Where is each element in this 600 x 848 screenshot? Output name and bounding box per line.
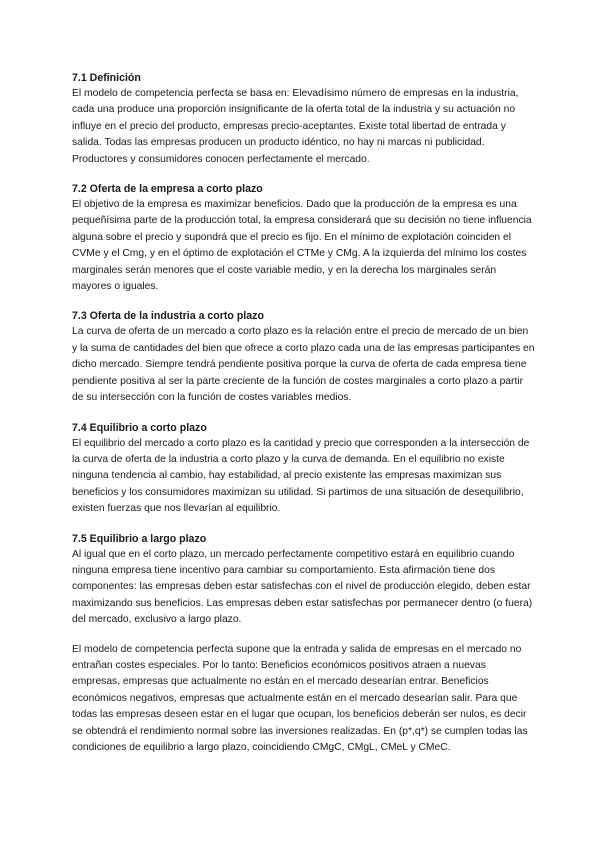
section-7-1 xyxy=(72,70,536,168)
section-7-3 xyxy=(72,308,536,406)
section-heading: 7.1 Definición xyxy=(72,72,141,84)
section-heading: 7.4 Equilibrio a corto plazo xyxy=(72,421,207,434)
section-body: Al igual que en el corto plazo, un mercado perfectamente competitivo estará en equilibrio cuando ninguna empresa tiene incentivo para cambiar su comportamiento. Esta afirmación tiene dos componentes: las empresas deben estar satisfechas con el nivel de producción elegido, deben estar maximizando sus beneficios. Las empresas deben estar satisfechas por permanecer dentro (o fuera) del mercado, exclusivo a largo plazo. xyxy=(72,548,533,626)
section-body: El objetivo de la empresa es maximizar beneficios. Dado que la producción de la empresa es una pequeñísima parte de la producción total, la empresa considerará que su decisión no tiene influencia alguna sobre el precio y supondrá que el precio es fijo. En el mínimo de explotación coinciden el CVMe y el Cmg, y en el óptimo de explotación el CTMe y CMg. A la izquierda del mínimo los costes marginales serán menores que el coste variable medio, y en la derecha los marginales serán mayores o iguales. xyxy=(72,199,532,293)
section-7-5 xyxy=(72,531,536,629)
section-heading: 7.3 Oferta de la industria a corto plazo xyxy=(72,310,264,323)
closing-paragraph: El modelo de competencia perfecta supone que la entrada y salida de empresas en el mercado no entrañan costes especiales. Por lo tanto: Beneficios económicos positivos atraen a nuevas empresas, empresas que actualmente no están en el mercado desearían entrar. Beneficios económicos negativos, empresas que actualmente están en el mercado desearían salir. Para que todas las empresas deseen estar en el lugar que ocupan, los beneficios deberán ser nulos, es decir se obtendrá el rendimiento normal sobre las inversiones realizadas. En (p*,q*) se cumplen todas las condiciones de equilibrio a largo plazo, coincidiendo CMgC, CMgL, CMeL y CMeC. xyxy=(72,643,528,753)
section-7-4 xyxy=(72,420,536,518)
section-7-2 xyxy=(72,181,536,295)
section-heading: 7.2 Oferta de la empresa a corto plazo xyxy=(72,183,263,196)
section-body: La curva de oferta de un mercado a corto plazo es la relación entre el precio de mercado de un bien y la suma de cantidades del bien que ofrece a corto plazo cada una de las empresas participantes en dicho mercado. Siempre tendrá pendiente positiva porque la curva de oferta de cada empresa tiene pendiente positiva al ser la parte creciente de la función de costes marginales a corto plazo a partir de su intersección con la función de costes variables medios. xyxy=(72,326,535,404)
section-heading: 7.5 Equilibrio a largo plazo xyxy=(72,532,207,545)
section-body: El equilibrio del mercado a corto plazo es la cantidad y precio que corresponden a la intersección de la curva de oferta de la industria a corto plazo y la curva de demanda. En el equilibrio no existe ninguna tendencia al cambio, hay estabilidad, al precio existente las empresas maximizan sus beneficios y los consumidores maximizan su utilidad. Si partimos de una situación de desequilibrio, existen fuerzas que nos llevarían al equilibrio. xyxy=(72,437,530,515)
section-body: El modelo de competencia perfecta se basa en: Elevadísimo número de empresas en la industria, cada una produce una proporción insignificante de la oferta total de la industria y su actuación no influye en el precio del producto, empresas precio-aceptantes. Existe total libertad de entrada y salida. Todas las empresas producen un producto idéntico, no hay ni marcas ni publicidad. Productores y consumidores conocen perfectamente el mercado. xyxy=(72,88,519,165)
closing-section xyxy=(72,642,536,757)
